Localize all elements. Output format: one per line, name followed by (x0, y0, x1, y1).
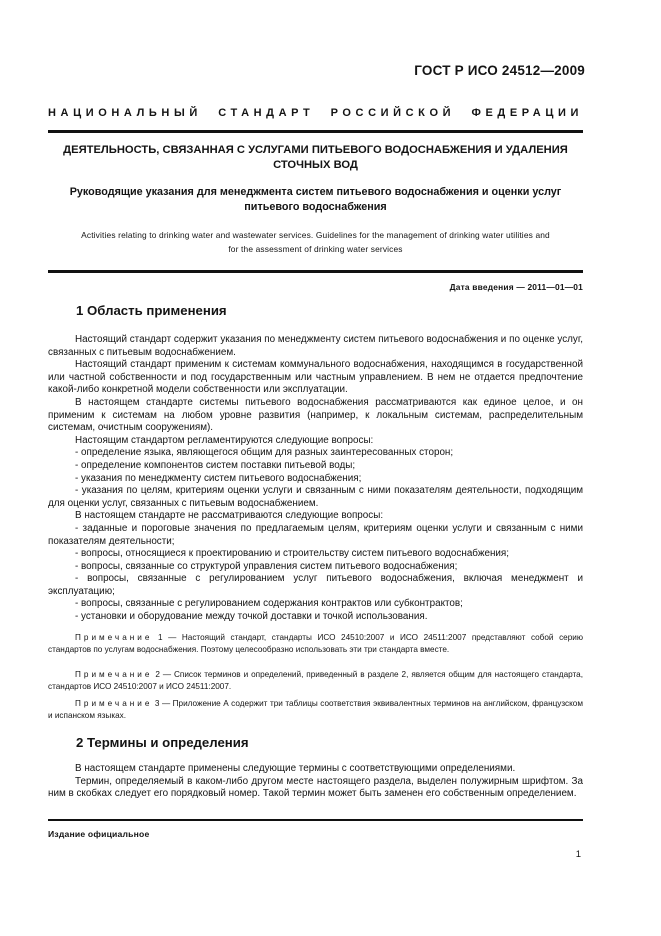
introduction-date: Дата введения — 2011—01—01 (449, 282, 583, 292)
paragraph: Настоящим стандартом регламентируются следующие вопросы: (75, 434, 374, 446)
list-item: - установки и оборудование между точкой доставки и точкой использования. (75, 611, 428, 623)
subtitle-ru-line: питьевого водоснабжения (244, 201, 387, 213)
note-text: 2 — Список терминов и определений, приведенный в разделе 2, является общим для настоящего стандарта, стандартов ИСО 24510:2007 и ИСО 24511:2007. (48, 670, 583, 691)
footer-divider (48, 819, 583, 821)
list-item: - указания по менеджменту систем питьевого водоснабжения; (75, 472, 362, 484)
title-en-line: for the assessment of drinking water services (228, 244, 403, 254)
official-edition-label: Издание официальное (48, 829, 150, 839)
paragraph: Термин, определяемый в каком-либо другом месте настоящего раздела, выделен полужирным шрифтом. За ним в скобках следует его порядковый номер. Такой термин может быть заменен его собственным определением. (48, 775, 583, 800)
list-item: - указания по целям, критериям оценки услуги и связанным с ними показателям деятельности, подходящим для оценки услуг, связанных с питьевым водоснабжением. (48, 485, 583, 509)
paragraph: В настоящем стандарте применены следующие термины с соответствующими определениями. (75, 763, 516, 774)
paragraph: Настоящий стандарт содержит указания по менеджменту систем питьевого водоснабжения и по оценке услуг, связанных с питьевым водоснабжением. (48, 334, 583, 358)
list-item: - вопросы, связанные с регулированием услуг питьевого водоснабжения, включая менеджмент и эксплуатацию; (48, 573, 583, 597)
list-item: - заданные и пороговые значения по предлагаемым целям, критериям оценки услуги и связанным с ними показателям деятельности; (48, 522, 583, 547)
subtitle-ru-line: Руководящие указания для менеджмента систем питьевого водоснабжения и оценки услуг (69, 186, 562, 198)
list-item: - определение языка, являющегося общим для разных заинтересованных сторон; (75, 447, 454, 459)
note-3 (48, 698, 583, 721)
paragraph: В настоящем стандарте не рассматриваются следующие вопросы: (75, 510, 384, 522)
national-standard-word: НАЦИОНАЛЬНЫЙ (48, 107, 202, 119)
document-title-en (48, 228, 583, 256)
header-divider (48, 130, 583, 133)
section-2-body (48, 763, 583, 801)
note-text: 3 — Приложение А содержит три таблицы соответствия эквивалентных терминов на английском, французском и испанском языках. (48, 699, 583, 720)
note-label: Примечание (75, 699, 153, 708)
section-1-heading: 1 Область применения (76, 303, 227, 318)
national-standard-word: СТАНДАРТ (218, 107, 315, 119)
note-text: 1 — Настоящий стандарт, стандарты ИСО 24510:2007 и ИСО 24511:2007 представляют собой серию стандартов по услугам водоснабжения. Поэтому целесообразно использовать эти три стандарта вместе. (48, 633, 583, 654)
section-2-heading: 2 Термины и определения (76, 735, 249, 750)
list-item: - вопросы, относящиеся к проектированию и строительству систем питьевого водоснабжения; (75, 548, 510, 560)
national-standard-word: РОССИЙСКОЙ (330, 107, 456, 119)
note-2 (48, 669, 583, 692)
list-item: - вопросы, связанные со структурой управления систем питьевого водоснабжения; (75, 560, 458, 572)
title-divider (48, 270, 583, 273)
note-label: Примечание (75, 633, 153, 642)
note-1 (48, 632, 583, 655)
title-ru-line: ДЕЯТЕЛЬНОСТЬ, СВЯЗАННАЯ С УСЛУГАМИ ПИТЬЕВОГО ВОДОСНАБЖЕНИЯ И УДАЛЕНИЯ (63, 144, 568, 156)
list-item: - вопросы, связанные с регулированием содержания контрактов или субконтрактов; (75, 598, 463, 610)
title-en-line: Activities relating to drinking water and wastewater services. Guidelines for the management of drinking water utilities and (81, 230, 550, 240)
title-ru-line: СТОЧНЫХ ВОД (273, 158, 358, 171)
national-standard-word: ФЕДЕРАЦИИ (471, 107, 583, 119)
national-standard-header (48, 107, 583, 119)
document-subtitle-ru (48, 185, 583, 215)
document-title-ru (48, 143, 583, 172)
note-label: Примечание (75, 670, 153, 679)
list-item: - определение компонентов систем поставки питьевой воды; (75, 459, 356, 471)
paragraph: Настоящий стандарт применим к системам коммунального водоснабжения, находящимся в государственной или частной собственности и под государственным или частным управлением. В нем не отдается предпочтение какой-либо конкретной модели собственности или эксплуатации. (48, 359, 583, 396)
page-number: 1 (575, 849, 581, 860)
section-1-body (48, 334, 583, 624)
paragraph: В настоящем стандарте системы питьевого водоснабжения рассматриваются как единое целое, и он применим к системам на любом уровне развития (например, к локальным системам, распределительным системам, очистным сооружениям). (48, 396, 583, 434)
document-number: ГОСТ Р ИСО 24512—2009 (414, 63, 585, 78)
